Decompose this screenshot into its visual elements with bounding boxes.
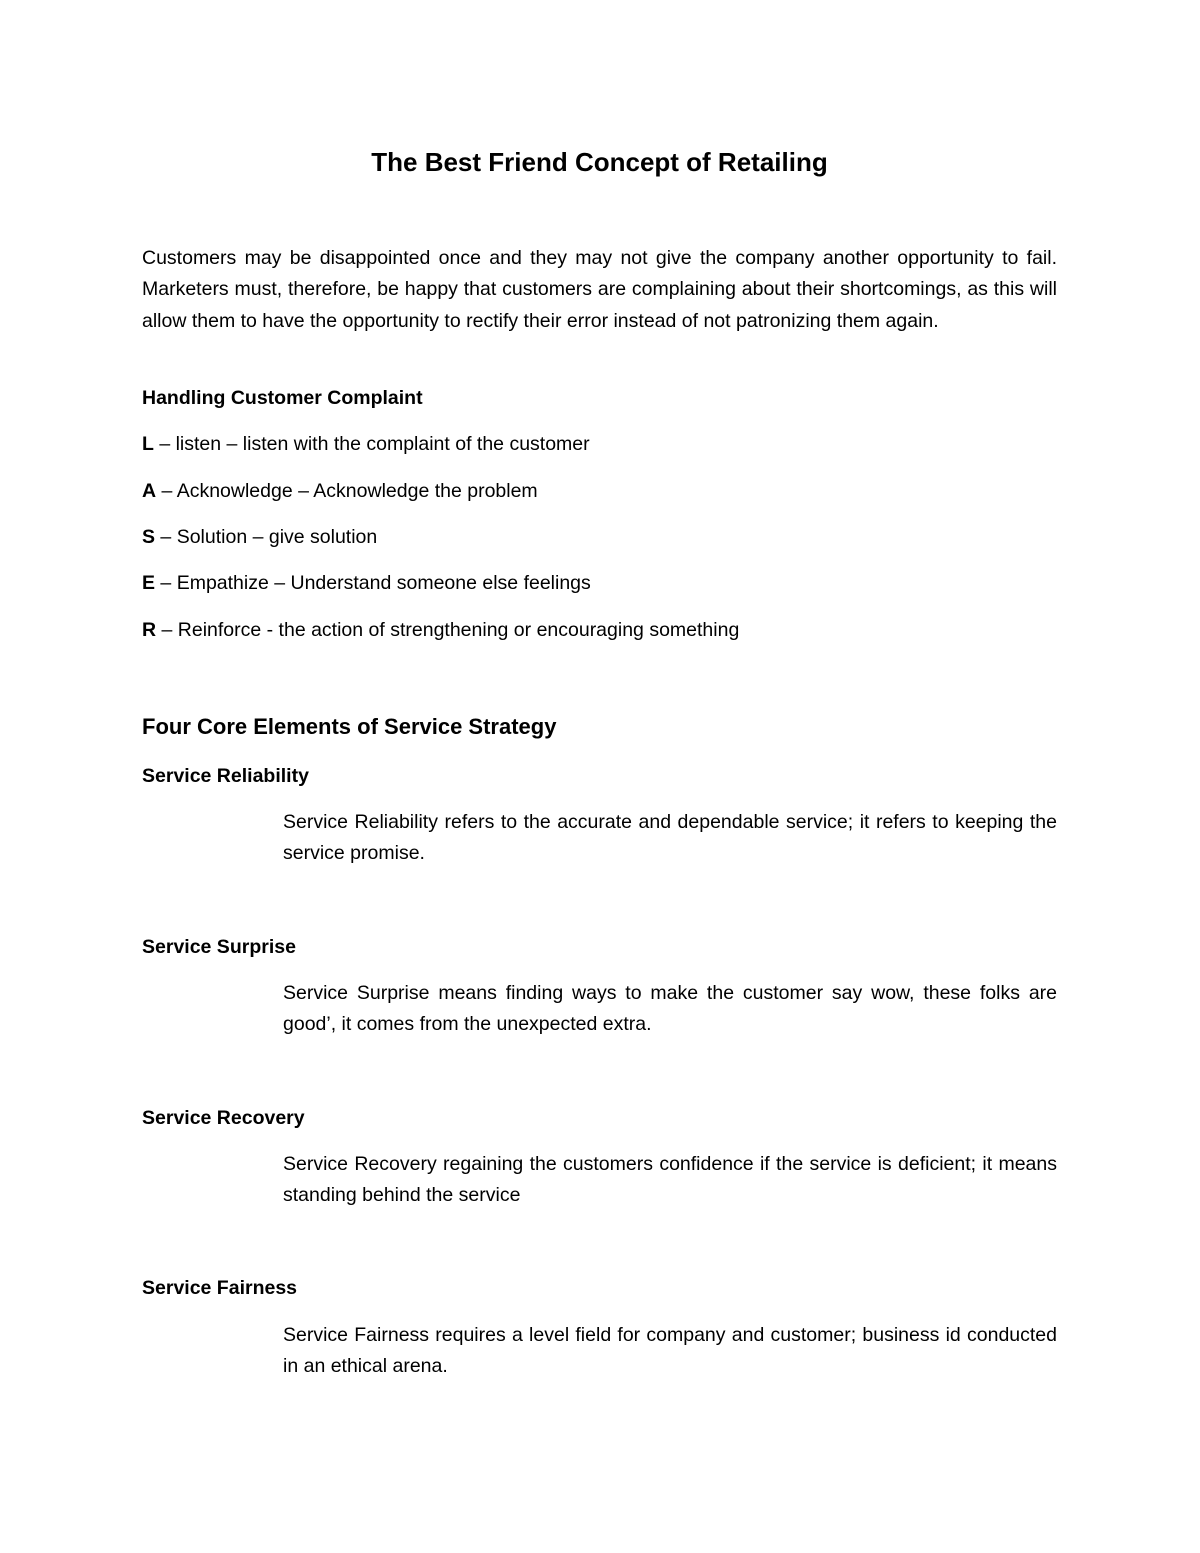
step-item [142,568,591,598]
step-text: – Empathize – Understand someone else feelings [155,572,591,594]
element-description: Service Recovery regaining the customers confidence if the service is deficient; it means standing behind the service [283,1153,1057,1207]
step-text: – Reinforce - the action of strengthening or encouraging something [156,619,740,641]
step-item [142,429,590,459]
intro-paragraph: Customers may be disappointed once and they may not give the company another opportunity to fail. Marketers must, therefore, be happy that customers are complaining about their shortcomings, as this will allow them to have the opportunity to rectify their error instead of not patronizing them again. [142,247,1057,332]
section-heading: Four Core Elements of Service Strategy [142,714,557,739]
step-item [142,615,739,645]
element-name: Service Reliability [142,765,309,787]
step-item [142,522,377,552]
element-description: Service Surprise means finding ways to make the customer say wow, these folks are good’, it comes from the unexpected extra. [283,982,1057,1036]
step-letter: S [142,526,156,548]
step-text: – Acknowledge – Acknowledge the problem [156,480,538,502]
step-text: – listen – listen with the complaint of the customer [153,433,590,455]
document-title: The Best Friend Concept of Retailing [371,147,828,177]
step-item [142,476,538,506]
element-description: Service Reliability refers to the accurate and dependable service; it refers to keeping the service promise. [283,811,1057,865]
element-description: Service Fairness requires a level field for company and customer; business id conducted in an ethical arena. [283,1324,1057,1378]
element-name: Service Surprise [142,936,296,958]
complaint-heading: Handling Customer Complaint [142,387,423,409]
step-letter: L [142,433,154,455]
element-name: Service Fairness [142,1277,298,1299]
step-letter: A [142,480,157,502]
step-letter: R [142,619,157,641]
step-letter: E [142,572,156,594]
step-text: – Solution – give solution [155,526,378,548]
element-name: Service Recovery [142,1107,305,1129]
